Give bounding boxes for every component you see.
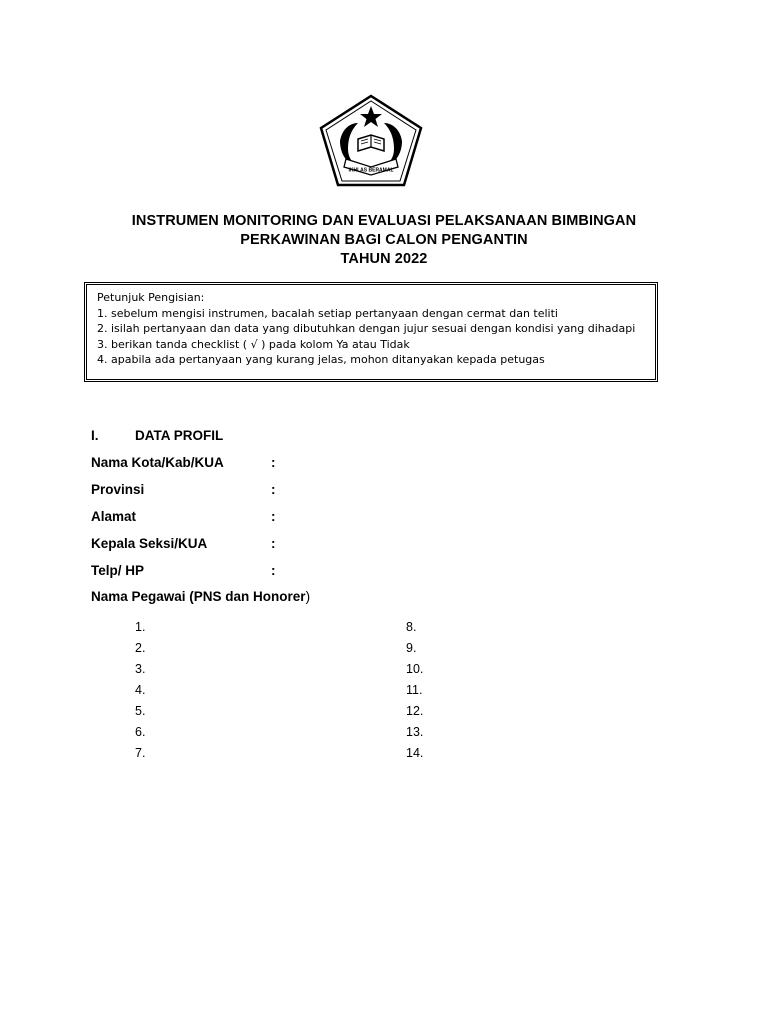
field-colon: : xyxy=(271,455,276,470)
employee-list-right xyxy=(406,617,423,764)
field-label: Alamat xyxy=(91,509,137,524)
instructions-box xyxy=(84,282,658,382)
field-row xyxy=(91,563,276,578)
field-label: Kepala Seksi/KUA xyxy=(91,536,208,551)
section-title: DATA PROFIL xyxy=(135,428,224,443)
title-line-2: PERKAWINAN BAGI CALON PENGANTIN xyxy=(240,232,528,248)
instruction-item: 4. apabila ada pertanyaan yang kurang jelas, mohon ditanyakan kepada petugas xyxy=(97,353,545,366)
field-row xyxy=(91,509,276,524)
list-item: 4. xyxy=(135,683,146,697)
section-number: I. xyxy=(91,428,99,443)
instruction-item: 2. isilah pertanyaan dan data yang dibutuhkan dengan jujur sesuai dengan kondisi yang dihadapi xyxy=(97,322,636,335)
list-item: 7. xyxy=(135,746,146,760)
pegawai-close: ) xyxy=(305,589,311,604)
list-item: 9. xyxy=(406,641,417,655)
list-item: 5. xyxy=(135,704,146,718)
title-line-1: INSTRUMEN MONITORING DAN EVALUASI PELAKSANAAN BIMBINGAN xyxy=(131,213,637,229)
field-colon: : xyxy=(271,536,276,551)
field-label: Provinsi xyxy=(91,482,145,497)
field-label: Nama Kota/Kab/KUA xyxy=(91,455,224,470)
list-item: 1. xyxy=(135,620,146,634)
field-label: Telp/ HP xyxy=(91,563,145,578)
instructions-heading: Petunjuk Pengisian: xyxy=(97,291,205,304)
field-row xyxy=(91,455,276,470)
instruction-item: 3. berikan tanda checklist ( √ ) pada kolom Ya atau Tidak xyxy=(97,337,410,351)
list-item: 2. xyxy=(135,641,146,655)
instruction-item: 1. sebelum mengisi instrumen, bacalah setiap pertanyaan dengan cermat dan teliti xyxy=(97,306,558,320)
logo-motto-text: IKHLAS BERAMAL xyxy=(348,167,394,174)
kemenag-logo xyxy=(318,93,424,187)
pegawai-heading xyxy=(91,589,310,604)
employee-list-left xyxy=(135,617,145,764)
field-colon: : xyxy=(271,482,276,497)
list-item: 11. xyxy=(406,683,423,697)
field-row xyxy=(91,482,276,497)
pegawai-label: Nama Pegawai (PNS dan Honorer xyxy=(91,589,306,604)
field-colon: : xyxy=(271,509,276,524)
title-line-3: TAHUN 2022 xyxy=(340,251,428,267)
field-row xyxy=(91,536,276,551)
list-item: 6. xyxy=(135,725,146,739)
document-title xyxy=(0,212,768,269)
list-item: 14. xyxy=(406,746,424,760)
list-item: 3. xyxy=(135,662,146,676)
list-item: 12. xyxy=(406,704,424,718)
section-heading xyxy=(91,428,223,443)
list-item: 10. xyxy=(406,662,424,676)
list-item: 13. xyxy=(406,725,424,739)
list-item: 8. xyxy=(406,620,417,634)
field-colon: : xyxy=(271,563,276,578)
